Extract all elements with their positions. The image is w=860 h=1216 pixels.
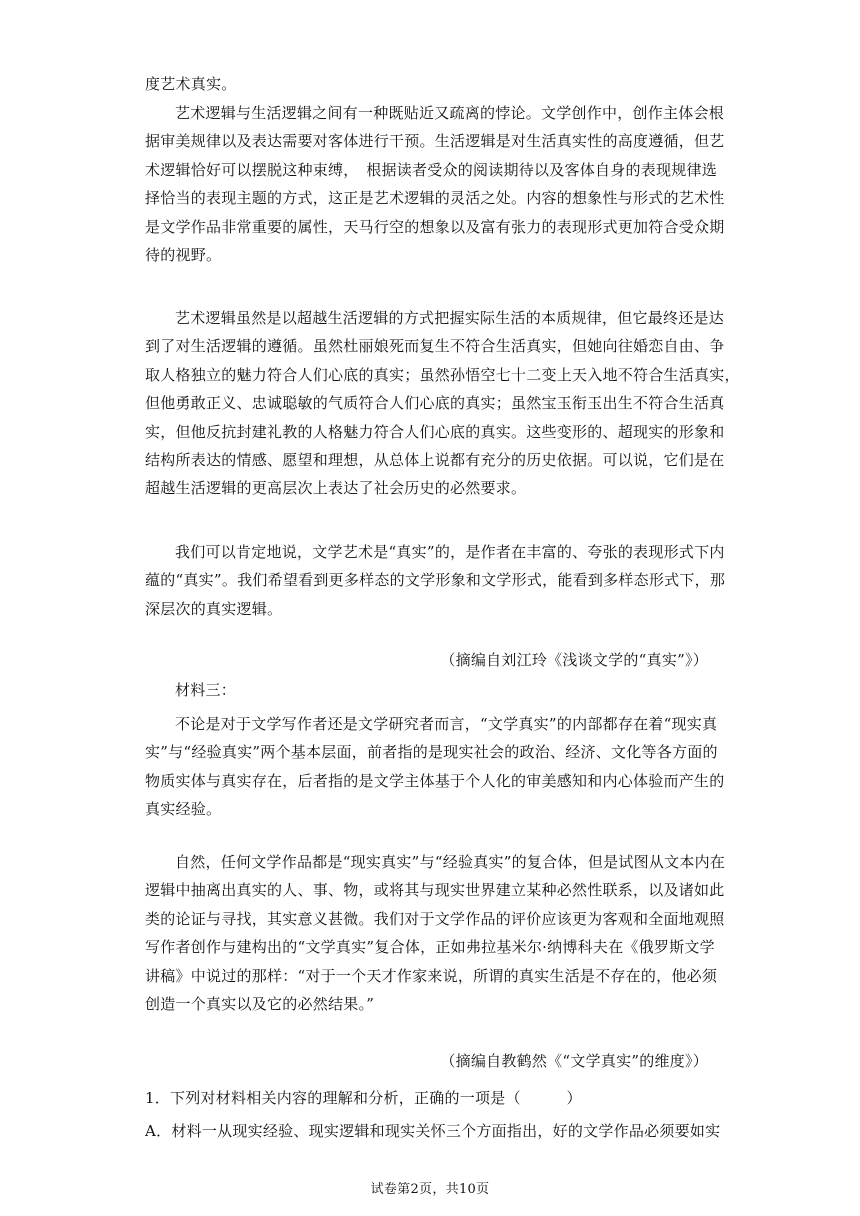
- paragraph-material3-intro: [145, 710, 725, 824]
- text-line: 创造一个真实以及它的必然结果。”: [145, 994, 375, 1013]
- text-line: 度艺术真实。: [145, 75, 237, 93]
- text-line: 写作者创作与建构出的“文学真实”复合体，正如弗拉基米尔·纳博科夫在《俄罗斯文学: [145, 938, 715, 957]
- text-line: 据审美规律以及表达需要对客体进行干预。生活逻辑是对生活真实性的高度遵循，但艺: [145, 132, 725, 151]
- paragraph-continuation: [145, 70, 717, 98]
- page-footer: 试卷第2页，共10页: [370, 1182, 490, 1197]
- text-line: 我们可以肯定地说，文学艺术是“真实”的，是作者在丰富的、夸张的表现形式下内: [175, 543, 725, 561]
- text-line: 深层次的真实逻辑。: [145, 599, 283, 618]
- text-line: 自然，任何文学作品都是“现实真实”与“经验真实”的复合体，但是试图从文本内在: [175, 853, 726, 871]
- text-line: 蕴的“真实”。我们希望看到更多样态的文学形象和文学形式，能看到多样态形式下，那: [145, 571, 726, 590]
- text-line: 实，但他反抗封建礼教的人格魅力符合人们心底的真实。这些变形的、超现实的形象和: [145, 422, 725, 441]
- text-line: 艺术逻辑虽然是以超越生活逻辑的方式把握实际生活的本质规律，但它最终还是达: [175, 309, 725, 327]
- text-line: 讲稿》中说过的那样：“对于一个天才作家来说，所谓的真实生活是不存在的，他必须: [145, 966, 718, 985]
- source-citation-1: （摘编自刘江玲《浅谈文学的“真实”》）: [440, 651, 708, 669]
- question-1: 1．下列对材料相关内容的理解和分析，正确的一项是（ ）: [145, 1089, 582, 1107]
- text-line: 超越生活逻辑的更高层次上表达了社会历史的必然要求。: [145, 479, 527, 498]
- paragraph-art-logic-paradox: [145, 99, 725, 269]
- paragraph-material3-body: [145, 848, 726, 1018]
- text-line: 是文学作品非常重要的属性，天马行空的想象以及富有张力的表现形式更加符合受众期: [145, 217, 725, 236]
- paragraph-conclusion: [145, 538, 726, 623]
- text-line: 艺术逻辑与生活逻辑之间有一种既贴近又疏离的悖论。文学创作中，创作主体会根: [175, 104, 725, 122]
- text-line: 取人格独立的魅力符合人们心底的真实；虽然孙悟空七十二变上天入地不符合生活真实，: [145, 365, 740, 384]
- text-line: 但他勇敢正义、忠诚聪敏的气质符合人们心底的真实；虽然宝玉衔玉出生不符合生活真: [145, 394, 725, 413]
- text-line: 实”与“经验真实”两个基本层面，前者指的是现实社会的政治、经济、文化等各方面的: [145, 743, 718, 762]
- text-line: 结构所表达的情感、愿望和理想，从总体上说都有充分的历史依据。可以说，它们是在: [145, 450, 725, 469]
- text-line: 物质实体与真实存在，后者指的是文学主体基于个人化的审美感知和内心体验而产生的: [145, 771, 725, 790]
- text-line: 待的视野。: [145, 245, 222, 264]
- text-line: 逻辑中抽离出真实的人、事、物，或将其与现实世界建立某种必然性联系，以及诸如此: [145, 881, 725, 900]
- text-line: 真实经验。: [145, 800, 222, 819]
- paragraph-art-logic-transcend: [145, 304, 740, 503]
- text-line: 类的论证与寻找，其实意义甚微。我们对于文学作品的评价应该更为客观和全面地观照: [145, 909, 725, 928]
- text-line: 术逻辑恰好可以摆脱这种束缚， 根据读者受众的阅读期待以及客体自身的表现规律选: [145, 160, 718, 179]
- text-line: 择恰当的表现主题的方式，这正是艺术逻辑的灵活之处。内容的想象性与形式的艺术性: [145, 189, 725, 208]
- option-a: A．材料一从现实经验、现实逻辑和现实关怀三个方面指出，好的文学作品必须要如实: [145, 1122, 721, 1140]
- source-citation-2: （摘编自教鹤然《“文学真实”的维度》）: [440, 1052, 708, 1070]
- text-line: 到了对生活逻辑的遵循。虽然杜丽娘死而复生不符合生活真实，但她向往婚恋自由、争: [145, 337, 725, 356]
- material-3-label: 材料三：: [175, 681, 237, 699]
- text-line: 不论是对于文学写作者还是文学研究者而言，“文学真实”的内部都存在着“现实真: [175, 715, 718, 733]
